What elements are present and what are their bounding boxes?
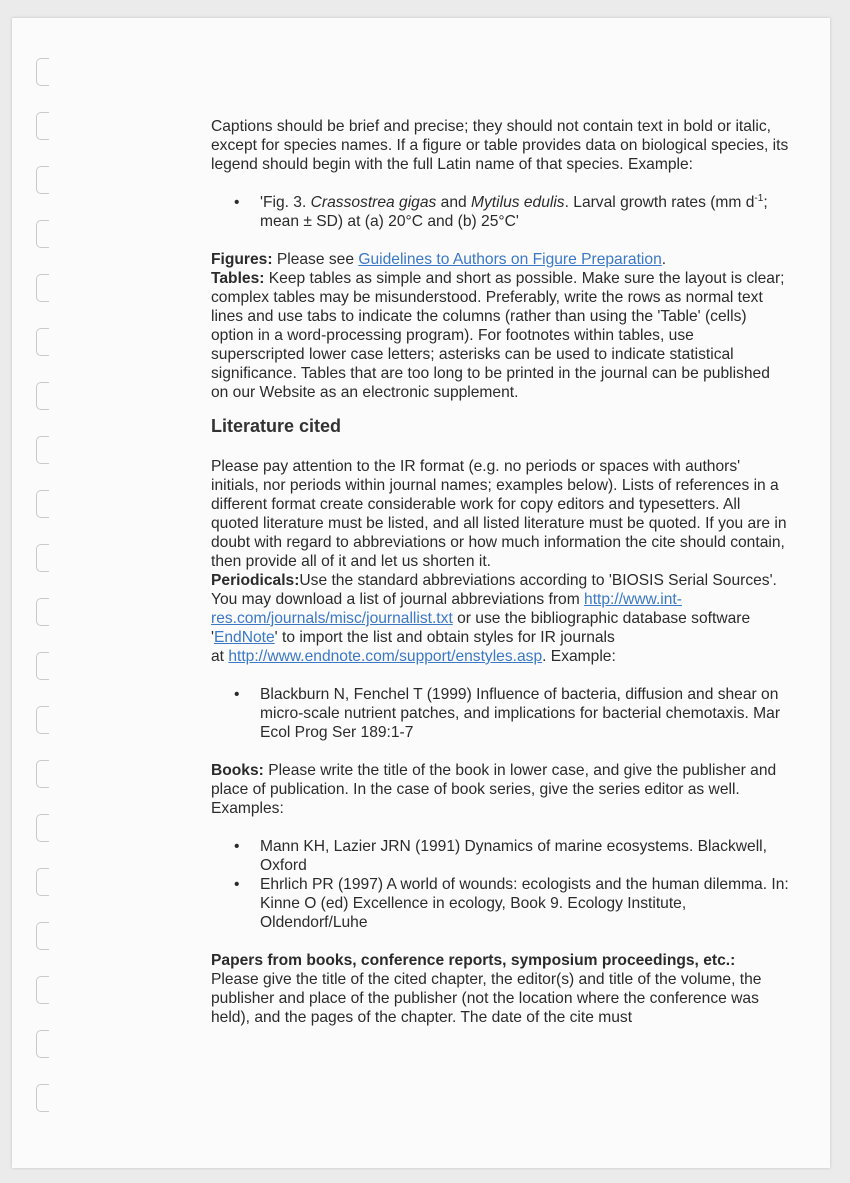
punch-hole xyxy=(36,976,49,1004)
periodical-example-list xyxy=(211,685,791,742)
punch-hole xyxy=(36,544,49,572)
reference-item: • Ehrlich PR (1997) A world of wounds: ecologists and the human dilemma. In: Kinne O (ed) Excellence in ecology, Book 9. Ecology Institute, Oldendorf/Luhe xyxy=(260,875,791,932)
literature-intro: Please pay attention to the IR format (e.g. no periods or spaces with authors' initials, nor periods within journal names; examples below). Lists of references in a different format create considerable work for copy editors and typesetters. All quoted literature must be listed, and all listed literature must be quoted. If you are in doubt with regard to abbreviations or how much information the cite should contain, then provide all of it and let us shorten it. xyxy=(211,458,787,570)
literature-heading: Literature cited xyxy=(211,416,342,436)
punch-hole xyxy=(36,922,49,950)
punch-hole xyxy=(36,652,49,680)
species-name: Crassostrea gigas xyxy=(310,194,437,211)
papers-label: Papers from books, conference reports, symposium proceedings, etc.: xyxy=(211,952,736,969)
punch-hole xyxy=(36,436,49,464)
endnote-styles-link[interactable]: http://www.endnote.com/support/enstyles.asp xyxy=(228,648,543,665)
document-page xyxy=(12,18,830,1168)
punch-hole xyxy=(36,274,49,302)
punch-hole xyxy=(36,166,49,194)
reference-item: • Blackburn N, Fenchel T (1999) Influence of bacteria, diffusion and shear on micro-scale nutrient patches, and implications for bacterial chemotaxis. Mar Ecol Prog Ser 189:1-7 xyxy=(260,685,791,742)
punch-hole xyxy=(36,328,49,356)
books-label: Books: xyxy=(211,762,264,779)
periodicals-paragraph: Periodicals:Use the standard abbreviations according to 'BIOSIS Serial Sources'. You may download a list of journal abbreviations from http://www.int-res.com/journals/misc/journallist.txt or use the bibliographic database software 'EndNote' to import the list and obtain styles for IR journals at http://www.endnote.com/support/enstyles.asp. Example: xyxy=(211,572,777,665)
punch-hole xyxy=(36,706,49,734)
figure-guidelines-link[interactable]: Guidelines to Authors on Figure Preparation xyxy=(358,251,662,268)
endnote-link[interactable]: EndNote xyxy=(213,629,275,646)
punch-hole xyxy=(36,112,49,140)
papers-paragraph: Papers from books, conference reports, symposium proceedings, etc.: Please give the title of the cited chapter, the editor(s) and title of the volume, the publisher and place of the publisher (not the location where the conference was held), and the pages of the chapter. The date of the cite must xyxy=(211,952,762,1026)
tables-label: Tables: xyxy=(211,270,265,287)
caption-example-list xyxy=(211,193,791,231)
punch-hole xyxy=(36,220,49,248)
journal-list-link[interactable]: http://www.int-res.com/journals/misc/journallist.txt xyxy=(211,591,682,627)
binding-holes xyxy=(12,18,72,1168)
punch-hole xyxy=(36,1030,49,1058)
punch-hole xyxy=(36,58,49,86)
reference-item: • Mann KH, Lazier JRN (1991) Dynamics of marine ecosystems. Blackwell, Oxford xyxy=(260,837,791,875)
periodicals-label: Periodicals: xyxy=(211,572,300,589)
books-paragraph: Books: Please write the title of the book in lower case, and give the publisher and place of publication. In the case of book series, give the series editor as well. Examples: xyxy=(211,762,777,817)
tables-paragraph: Tables: Keep tables as simple and short as possible. Make sure the layout is clear; complex tables may be misunderstood. Preferably, write the rows as normal text lines and use tabs to indicate the columns (rather than using the 'Table' (cells) option in a word-processing program). For footnotes within tables, use superscripted lower case letters; asterisks can be used to indicate statistical significance. Tables that are too long to be printed in the journal can be published on our Website as an electronic supplement. xyxy=(211,270,785,401)
punch-hole xyxy=(36,382,49,410)
book-example-list xyxy=(211,837,791,932)
page-content xyxy=(211,117,791,1042)
punch-hole xyxy=(36,868,49,896)
punch-hole xyxy=(36,760,49,788)
punch-hole xyxy=(36,598,49,626)
captions-paragraph: Captions should be brief and precise; they should not contain text in bold or italic, except for species names. If a figure or table provides data on biological species, its legend should begin with the full Latin name of that species. Example: xyxy=(211,118,789,173)
species-name: Mytilus edulis xyxy=(471,194,565,211)
punch-hole xyxy=(36,814,49,842)
figures-paragraph: Figures: Please see Guidelines to Authors on Figure Preparation. xyxy=(211,251,667,268)
punch-hole xyxy=(36,490,49,518)
figures-label: Figures: xyxy=(211,251,273,268)
punch-hole xyxy=(36,1084,49,1112)
caption-example-item: • 'Fig. 3. Crassostrea gigas and Mytilus edulis. Larval growth rates (mm $d^{-1}$; mean ± SD) at (a) 20°C and (b) 25°C' xyxy=(260,193,791,231)
